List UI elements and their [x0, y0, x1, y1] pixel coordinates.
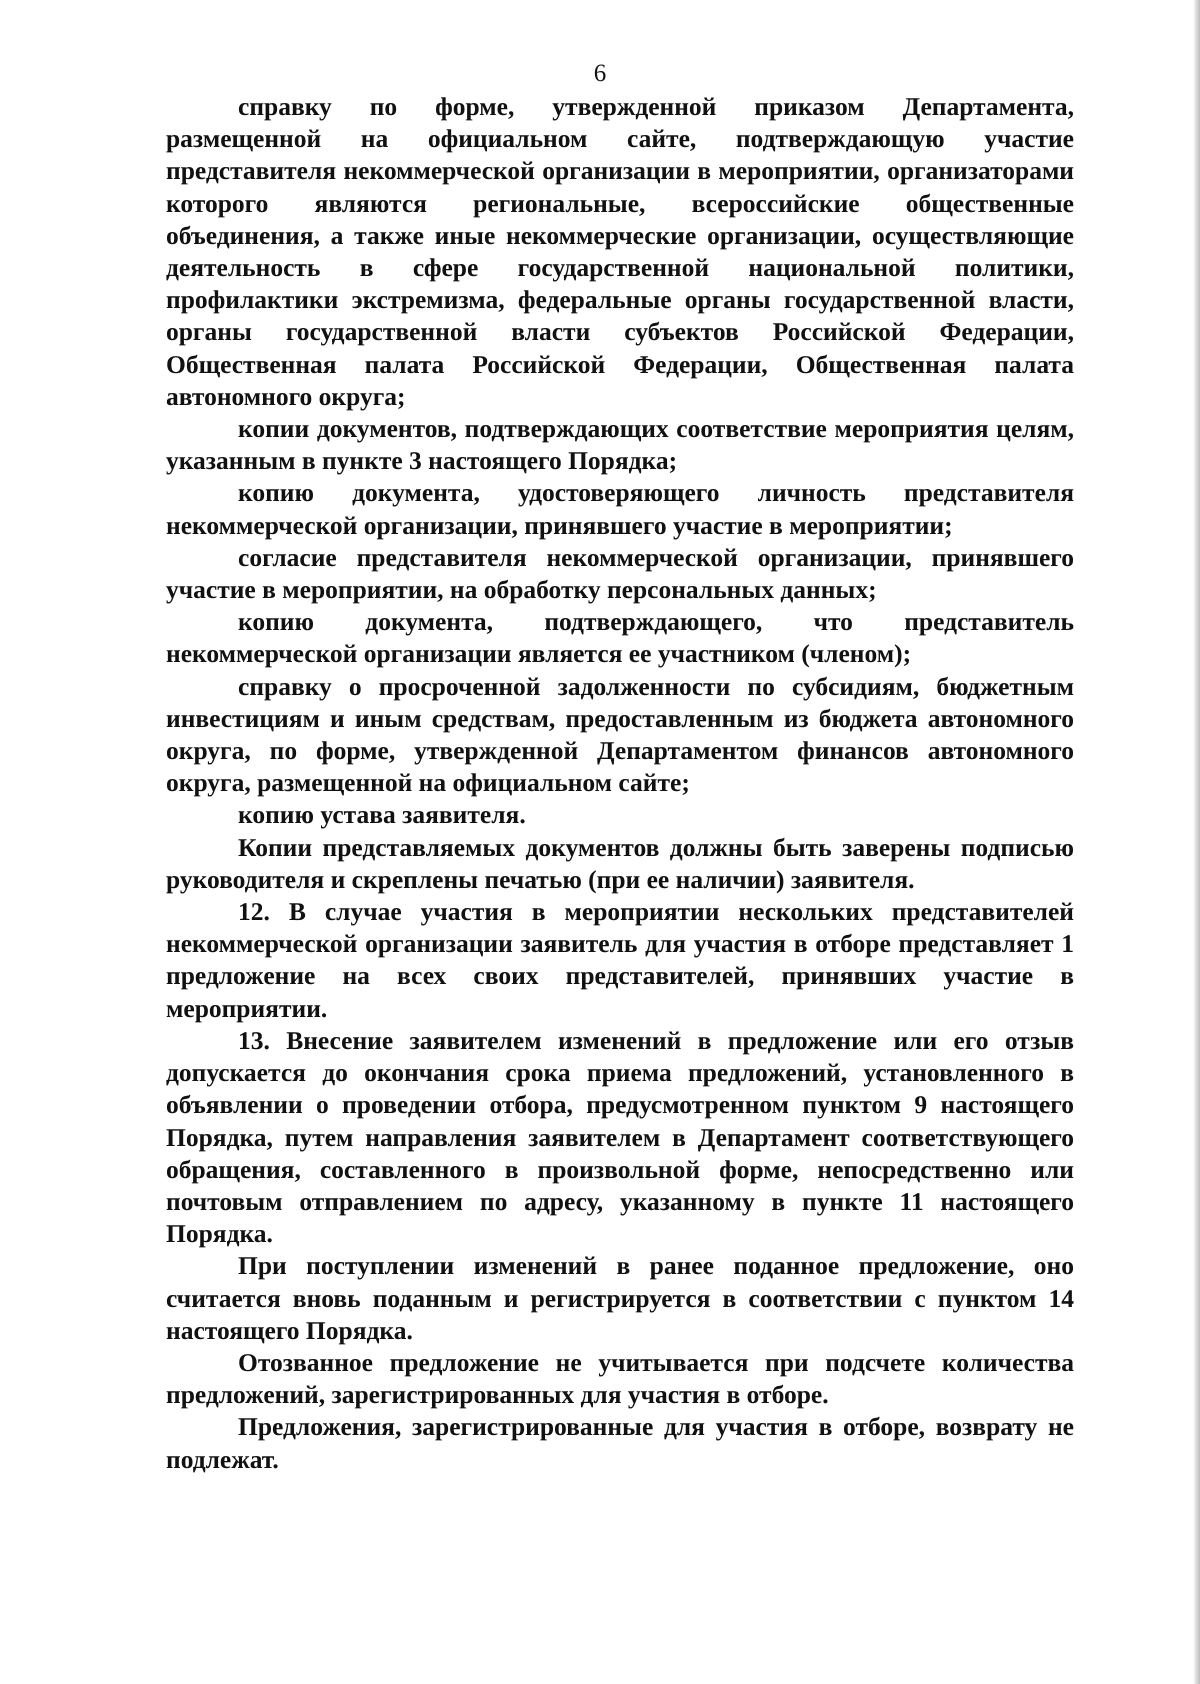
paragraph-clause-12: 12. В случае участия в мероприятии нескольких представителей некоммерческой организации заявитель для участия в отборе представляет 1 предложение на всех своих представителей, принявших участие в мероприятии.: [166, 897, 1074, 1023]
paragraph-changes-resubmission: При поступлении изменений в ранее поданное предложение, оно считается вновь поданным и регистрируется в соответствии с пунктом 14 настоящего Порядка.: [166, 1251, 1074, 1345]
paragraph-copies-certification: Копии представляемых документов должны быть заверены подписью руководителя и скреплены печатью (при ее наличии) заявителя.: [166, 832, 1074, 894]
scan-edge-shadow: [1194, 0, 1200, 1684]
paragraph-event-compliance-copies: копии документов, подтверждающих соответствие мероприятия целям, указанным в пункте 3 настоящего Порядка;: [166, 414, 1074, 476]
page-number: 6: [593, 60, 607, 87]
paragraph-charter-copy: копию устава заявителя.: [238, 800, 526, 830]
document-body: [166, 91, 1074, 1476]
paragraph-certificate-event-participation: справку по форме, утвержденной приказом Департамента, размещенной на официальном сайте, подтверждающую участие представителя некоммерческой организации в мероприятии, организаторами которого являются региональные, всероссийские общественные объединения, а также иные некоммерческие организации, осуществляющие деятельность в сфере государственной национальной политики, профилактики экстремизма, федеральные органы государственной власти, органы государственной власти субъектов Российской Федерации, Общественная палата Российской Федерации, Общественная палата автономного округа;: [166, 92, 1074, 411]
paragraph-membership-document-copy: копию документа, подтверждающего, что представитель некоммерческой организации является ее участником (членом);: [166, 607, 1074, 669]
paragraph-clause-13: 13. Внесение заявителем изменений в предложение или его отзыв допускается до окончания срока приема предложений, установленного в объявлении о проведении отбора, предусмотренном пунктом 9 настоящего Порядка, путем направления заявителем в Департамент соответствующего обращения, составленного в произвольной форме, непосредственно или почтовым отправлением по адресу, указанному в пункте 11 настоящего Порядка.: [166, 1025, 1074, 1249]
paragraph-withdrawn-proposal: Отозванное предложение не учитывается при подсчете количества предложений, зарегистрированных для участия в отборе.: [166, 1347, 1074, 1410]
paragraph-overdue-debt-certificate: справку о просроченной задолженности по субсидиям, бюджетным инвестициям и иным средствам, предоставленным из бюджета автономного округа, по форме, утвержденной Департаментом финансов автономного округа, размещенной на официальном сайте;: [166, 671, 1074, 798]
paragraph-no-return: Предложения, зарегистрированные для участия в отборе, возврату не подлежат.: [166, 1412, 1074, 1474]
paragraph-identity-document-copy: копию документа, удостоверяющего личность представителя некоммерческой организации, принявшего участие в мероприятии;: [166, 478, 1074, 540]
paragraph-personal-data-consent: согласие представителя некоммерческой организации, принявшего участие в мероприятии, на обработку персональных данных;: [166, 542, 1074, 605]
